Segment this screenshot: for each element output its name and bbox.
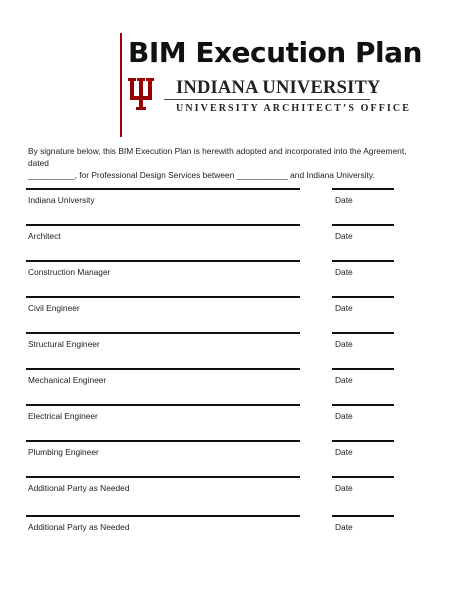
signature-party-label: Indiana University <box>28 195 95 205</box>
university-name: INDIANA UNIVERSITY <box>176 78 381 98</box>
date-label: Date <box>335 522 353 532</box>
signature-line[interactable] <box>26 404 300 406</box>
date-line[interactable] <box>332 440 394 442</box>
signature-party-label: Mechanical Engineer <box>28 375 107 385</box>
intro-line-2: __________, for Professional Design Services between ___________ and Indiana University. <box>28 170 375 180</box>
signature-row <box>0 404 474 424</box>
date-line[interactable] <box>332 260 394 262</box>
signature-line[interactable] <box>26 188 300 190</box>
date-line[interactable] <box>332 476 394 478</box>
signature-row <box>0 368 474 388</box>
document-title: BIM Execution Plan <box>128 36 422 69</box>
signature-party-label: Plumbing Engineer <box>28 447 99 457</box>
date-label: Date <box>335 231 353 241</box>
signature-line[interactable] <box>26 332 300 334</box>
date-line[interactable] <box>332 368 394 370</box>
signature-party-label: Architect <box>28 231 61 241</box>
date-line[interactable] <box>332 296 394 298</box>
intro-paragraph <box>28 145 418 181</box>
signature-line[interactable] <box>26 515 300 517</box>
signature-row <box>0 515 474 535</box>
signature-row <box>0 476 474 496</box>
date-line[interactable] <box>332 224 394 226</box>
signature-line[interactable] <box>26 476 300 478</box>
date-line[interactable] <box>332 515 394 517</box>
date-label: Date <box>335 339 353 349</box>
signature-line[interactable] <box>26 368 300 370</box>
signature-line[interactable] <box>26 224 300 226</box>
signature-line[interactable] <box>26 440 300 442</box>
office-name: UNIVERSITY ARCHITECT’S OFFICE <box>176 103 412 114</box>
signature-row <box>0 224 474 244</box>
signature-party-label: Structural Engineer <box>28 339 100 349</box>
iu-trident-icon <box>128 78 154 110</box>
date-line[interactable] <box>332 332 394 334</box>
date-line[interactable] <box>332 188 394 190</box>
date-label: Date <box>335 195 353 205</box>
date-line[interactable] <box>332 404 394 406</box>
date-label: Date <box>335 483 353 493</box>
signature-row <box>0 440 474 460</box>
signature-line[interactable] <box>26 296 300 298</box>
signature-row <box>0 188 474 208</box>
signature-party-label: Additional Party as Needed <box>28 483 130 493</box>
signature-party-label: Civil Engineer <box>28 303 80 313</box>
date-label: Date <box>335 267 353 277</box>
date-label: Date <box>335 411 353 421</box>
signature-party-label: Electrical Engineer <box>28 411 98 421</box>
signature-party-label: Additional Party as Needed <box>28 522 130 532</box>
signature-row <box>0 296 474 316</box>
header-divider <box>120 33 122 137</box>
signature-party-label: Construction Manager <box>28 267 111 277</box>
header-name-rule <box>164 99 370 100</box>
intro-line-1: By signature below, this BIM Execution Plan is herewith adopted and incorporated into the Agreement, dated <box>28 146 407 168</box>
signature-line[interactable] <box>26 260 300 262</box>
date-label: Date <box>335 303 353 313</box>
signature-row <box>0 260 474 280</box>
date-label: Date <box>335 375 353 385</box>
signature-row <box>0 332 474 352</box>
date-label: Date <box>335 447 353 457</box>
